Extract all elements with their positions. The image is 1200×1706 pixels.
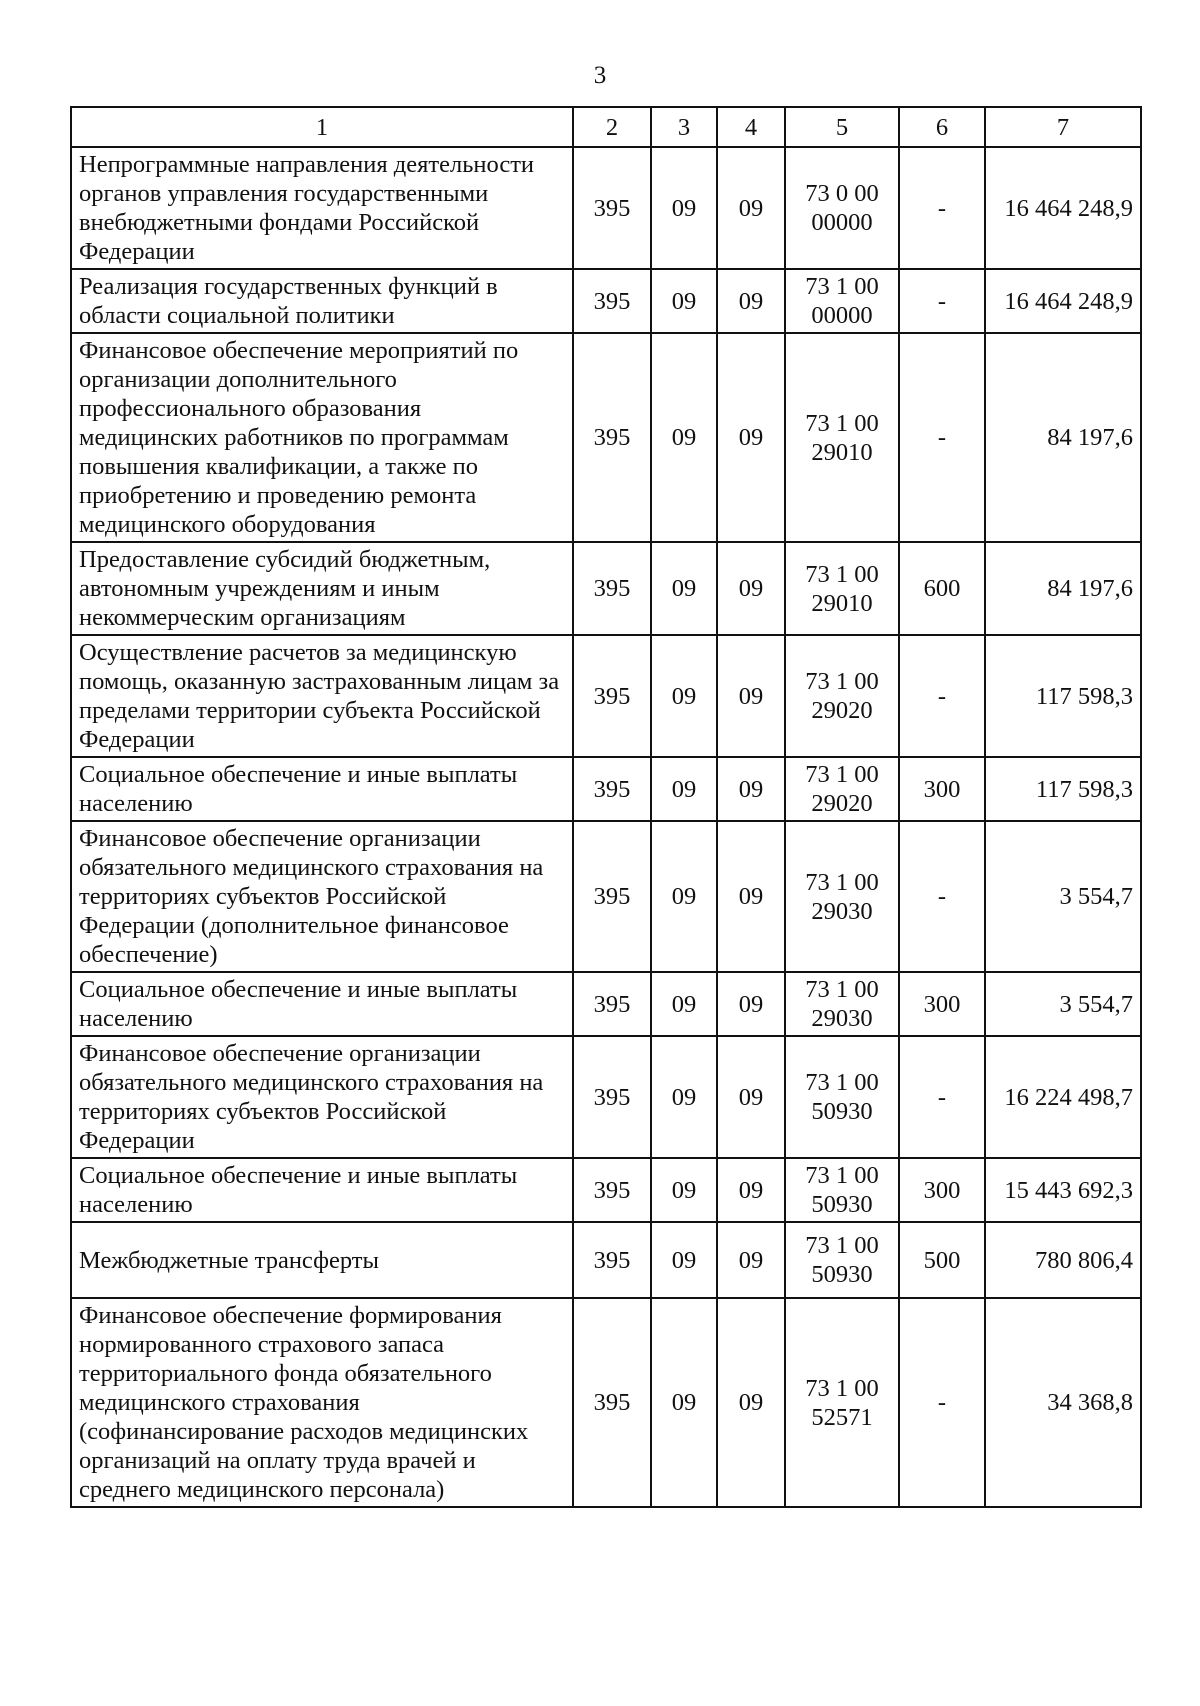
row-name: Реализация государственных функций в области социальной политики — [71, 269, 573, 333]
table-row — [71, 1036, 1141, 1158]
expense-type-code: - — [899, 1036, 985, 1158]
expense-type-code: - — [899, 1298, 985, 1507]
amount: 84 197,6 — [985, 542, 1141, 635]
amount: 16 464 248,9 — [985, 147, 1141, 269]
section-code: 09 — [651, 635, 717, 757]
column-header: 1 — [71, 107, 573, 147]
table-row — [71, 1298, 1141, 1507]
subsection-code: 09 — [717, 1222, 785, 1298]
table-row — [71, 147, 1141, 269]
expense-type-code: - — [899, 821, 985, 972]
column-header: 6 — [899, 107, 985, 147]
row-name: Социальное обеспечение и иные выплаты населению — [71, 972, 573, 1036]
section-code: 09 — [651, 1036, 717, 1158]
section-code: 09 — [651, 1158, 717, 1222]
admin-code: 395 — [573, 821, 651, 972]
table-body — [71, 147, 1141, 1507]
admin-code: 395 — [573, 1298, 651, 1507]
table-row — [71, 972, 1141, 1036]
section-code: 09 — [651, 757, 717, 821]
row-name: Осуществление расчетов за медицинскую помощь, оказанную застрахованным лицам за пределами территории субъекта Российской Федерации — [71, 635, 573, 757]
admin-code: 395 — [573, 972, 651, 1036]
expense-type-code: 300 — [899, 1158, 985, 1222]
subsection-code: 09 — [717, 542, 785, 635]
expense-type-code: 300 — [899, 757, 985, 821]
admin-code: 395 — [573, 757, 651, 821]
expense-type-code: - — [899, 269, 985, 333]
column-header: 4 — [717, 107, 785, 147]
row-name: Финансовое обеспечение организации обязательного медицинского страхования на территориях субъектов Российской Федерации (дополнительное финансовое обеспечение) — [71, 821, 573, 972]
column-header: 2 — [573, 107, 651, 147]
amount: 84 197,6 — [985, 333, 1141, 542]
row-name: Финансовое обеспечение мероприятий по организации дополнительного профессионального образования медицинских работников по программам повышения квалификации, а также по приобретению и проведению ремонта медицинского оборудования — [71, 333, 573, 542]
table-row — [71, 1158, 1141, 1222]
section-code: 09 — [651, 972, 717, 1036]
section-code: 09 — [651, 333, 717, 542]
section-code: 09 — [651, 542, 717, 635]
section-code: 09 — [651, 821, 717, 972]
subsection-code: 09 — [717, 757, 785, 821]
row-name: Финансовое обеспечение формирования нормированного страхового запаса территориального фонда обязательного медицинского страхования (софинансирование расходов медицинских организаций на оплату труда врачей и среднего медицинского персонала) — [71, 1298, 573, 1507]
row-name: Социальное обеспечение и иные выплаты населению — [71, 1158, 573, 1222]
section-code: 09 — [651, 1222, 717, 1298]
budget-table — [70, 106, 1142, 1508]
table-row — [71, 1222, 1141, 1298]
subsection-code: 09 — [717, 635, 785, 757]
table-row — [71, 821, 1141, 972]
table-row — [71, 542, 1141, 635]
amount: 3 554,7 — [985, 821, 1141, 972]
row-name: Межбюджетные трансферты — [71, 1222, 573, 1298]
subsection-code: 09 — [717, 821, 785, 972]
amount: 16 464 248,9 — [985, 269, 1141, 333]
amount: 34 368,8 — [985, 1298, 1141, 1507]
amount: 16 224 498,7 — [985, 1036, 1141, 1158]
target-article-code: 73 1 00 29020 — [785, 757, 899, 821]
admin-code: 395 — [573, 635, 651, 757]
expense-type-code: - — [899, 147, 985, 269]
target-article-code: 73 1 00 29010 — [785, 333, 899, 542]
admin-code: 395 — [573, 269, 651, 333]
amount: 117 598,3 — [985, 757, 1141, 821]
target-article-code: 73 1 00 29010 — [785, 542, 899, 635]
table-row — [71, 269, 1141, 333]
subsection-code: 09 — [717, 147, 785, 269]
subsection-code: 09 — [717, 1158, 785, 1222]
expense-type-code: 300 — [899, 972, 985, 1036]
section-code: 09 — [651, 1298, 717, 1507]
amount: 117 598,3 — [985, 635, 1141, 757]
target-article-code: 73 1 00 29030 — [785, 972, 899, 1036]
column-header: 3 — [651, 107, 717, 147]
row-name: Социальное обеспечение и иные выплаты населению — [71, 757, 573, 821]
expense-type-code: 500 — [899, 1222, 985, 1298]
admin-code: 395 — [573, 333, 651, 542]
subsection-code: 09 — [717, 972, 785, 1036]
table-row — [71, 333, 1141, 542]
target-article-code: 73 1 00 29020 — [785, 635, 899, 757]
amount: 780 806,4 — [985, 1222, 1141, 1298]
row-name: Финансовое обеспечение организации обязательного медицинского страхования на территориях субъектов Российской Федерации — [71, 1036, 573, 1158]
section-code: 09 — [651, 147, 717, 269]
subsection-code: 09 — [717, 269, 785, 333]
admin-code: 395 — [573, 542, 651, 635]
column-header: 5 — [785, 107, 899, 147]
expense-type-code: 600 — [899, 542, 985, 635]
admin-code: 395 — [573, 1158, 651, 1222]
target-article-code: 73 0 00 00000 — [785, 147, 899, 269]
page-number: 3 — [593, 62, 607, 89]
target-article-code: 73 1 00 52571 — [785, 1298, 899, 1507]
section-code: 09 — [651, 269, 717, 333]
admin-code: 395 — [573, 147, 651, 269]
subsection-code: 09 — [717, 1298, 785, 1507]
subsection-code: 09 — [717, 1036, 785, 1158]
row-name: Предоставление субсидий бюджетным, автономным учреждениям и иным некоммерческим организациям — [71, 542, 573, 635]
expense-type-code: - — [899, 333, 985, 542]
expense-type-code: - — [899, 635, 985, 757]
subsection-code: 09 — [717, 333, 785, 542]
target-article-code: 73 1 00 50930 — [785, 1158, 899, 1222]
target-article-code: 73 1 00 50930 — [785, 1036, 899, 1158]
table-row — [71, 635, 1141, 757]
amount: 15 443 692,3 — [985, 1158, 1141, 1222]
target-article-code: 73 1 00 00000 — [785, 269, 899, 333]
row-name: Непрограммные направления деятельности органов управления государственными внебюджетными фондами Российской Федерации — [71, 147, 573, 269]
admin-code: 395 — [573, 1036, 651, 1158]
amount: 3 554,7 — [985, 972, 1141, 1036]
target-article-code: 73 1 00 29030 — [785, 821, 899, 972]
table-row — [71, 757, 1141, 821]
admin-code: 395 — [573, 1222, 651, 1298]
column-header: 7 — [985, 107, 1141, 147]
header-row — [71, 107, 1141, 147]
target-article-code: 73 1 00 50930 — [785, 1222, 899, 1298]
